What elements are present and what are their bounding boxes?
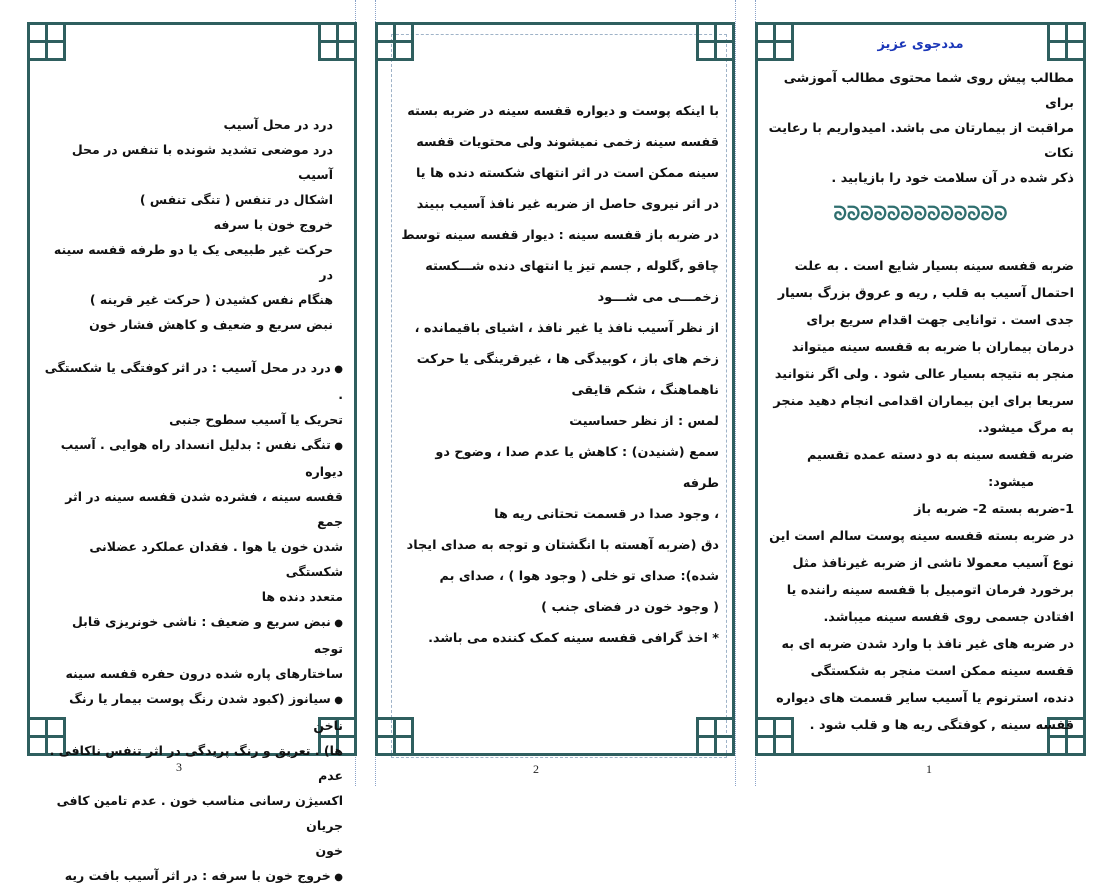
intro-line: مراقبت از بیمارتان می باشد. امیدواریم با رعایت نکات <box>768 121 1074 161</box>
list-item: ● خروج خون با سرفه : در اثر آسیب بافت ریه <box>41 863 343 890</box>
list-item: ● سیانوز (کبود شدن رنگ پوست بیمار یا رنگ ناخن <box>41 686 343 738</box>
paragraph-line: از نظر آسیب نافذ یا غیر نافذ ، اشیای باقیمانده ، <box>414 321 719 336</box>
page-3-content <box>41 112 343 890</box>
paragraph-line: سمع (شنیدن) : کاهش یا عدم صدا ، وضوح دو طرفه <box>435 445 719 491</box>
list-item: قفسه سینه ، فشرده شدن قفسه سینه در اثر جمع <box>65 489 343 529</box>
column-guide <box>735 0 736 786</box>
list-item: نبض سریع و ضعیف و کاهش فشار خون <box>89 317 333 332</box>
page-number: 1 <box>926 762 932 776</box>
paragraph-line: زخمـــی می شـــود <box>597 290 719 305</box>
list-item: خون <box>315 843 343 858</box>
paragraph-line: افتادن جسمی روی قفسه سینه میباشد. <box>823 610 1074 625</box>
list-item: ساختارهای پاره شده درون حفره قفسه سینه <box>65 666 343 681</box>
paragraph-line: در ضربه باز قفسه سینه : دیوار قفسه سینه توسط <box>401 228 719 243</box>
paragraph-line: ( وجود خون در فضای جنب ) <box>541 600 719 615</box>
paragraph-line: لمس : از نظر حساسیت <box>569 414 719 429</box>
paragraph-line: احتمال آسیب به قلب , ریه و عروق بزرگ بسیار <box>777 286 1074 301</box>
paragraph-line: * اخذ گرافی قفسه سینه کمک کننده می باشد. <box>428 631 719 646</box>
corner-ornament <box>375 700 431 756</box>
page-1 <box>755 22 1086 756</box>
page-2 <box>375 22 735 756</box>
list-item: ها) . تعریق و رنگ پریدگی در اثر تنفس ناکافی . عدم <box>49 743 343 783</box>
list-item: درد موضعی تشدید شونده با تنفس در محل آسیب <box>71 142 333 182</box>
paragraph-line: ناهماهنگ ، شکم قایقی <box>571 383 719 398</box>
paragraph-line: سینه ممکن است در اثر انتهای شکسته دنده ها یا <box>416 166 719 181</box>
paragraph-line: درمان بیماران با ضربه به قفسه سینه میتواند <box>791 340 1074 355</box>
list-item: ● درد در محل آسیب : در اثر کوفتگی یا شکستگی . <box>41 355 343 407</box>
corner-ornament <box>27 22 83 78</box>
paragraph-line: شده): صدای تو خلی ( وجود هوا ) ، صدای بم <box>439 569 719 584</box>
paragraph-line: برخورد فرمان اتومبیل با قفسه سینه راننده یا <box>786 583 1074 598</box>
paragraph-line: به مرگ میشود. <box>977 421 1074 436</box>
paragraph-line: ، وجود صدا در قسمت تحتانی ریه ها <box>494 507 719 522</box>
paragraph-line: میشود: <box>988 475 1034 490</box>
paragraph-line: زخم های باز ، کوبیدگی ها ، غیرقرینگی یا حرکت <box>416 352 719 367</box>
symptom-details <box>41 355 343 890</box>
paragraph-line: در ضربه های غیر نافذ با وارد شدن ضربه ای به <box>781 637 1074 652</box>
page-number: 3 <box>176 760 182 774</box>
paragraph-line: دق (ضربه آهسته با انگشتان و توجه به صدای ایجاد <box>406 538 719 553</box>
list-item: شدن خون یا هوا . فقدان عملکرد عضلانی شکستگی <box>89 539 343 579</box>
page-1-content <box>767 34 1074 739</box>
list-item: درد در محل آسیب <box>223 117 333 132</box>
list-item: اشکال در تنفس ( تنگی تنفس ) <box>139 192 333 207</box>
paragraph-line: قفسه سینه , کوفتگی ریه ها و قلب شود . <box>809 718 1074 733</box>
paragraph-line: نوع آسیب معمولا ناشی از ضربه غیرنافذ مثل <box>792 556 1074 571</box>
corner-ornament <box>679 700 735 756</box>
list-item: اکسیژن رسانی مناسب خون . عدم تامین کافی جریان <box>56 793 343 833</box>
paragraph-line: در ضربه بسته قفسه سینه پوست سالم است این <box>769 529 1074 544</box>
page-heading: مددجوی عزیز <box>877 37 964 52</box>
paragraph-line: منجر به نتیجه بسیار عالی شود . ولی اگر نتوانید <box>774 367 1074 382</box>
paragraph-line: 1-ضربه بسته 2- ضربه باز <box>914 502 1074 517</box>
paragraph-line: سریعا برای این بیماران اقدامی انجام دهید منجر <box>773 394 1074 409</box>
paragraph-line: قفسه سینه ممکن است منجر به شکستگی <box>810 664 1074 679</box>
paragraph-line: در اثر نیروی حاصل از ضربه غیر نافذ آسیب ببیند <box>416 197 719 212</box>
corner-ornament <box>301 22 357 78</box>
list-item: حرکت غیر طبیعی یک یا دو طرفه قفسه سینه در <box>53 242 333 282</box>
page-3 <box>27 22 357 883</box>
list-item: ● تنگی نفس : بدلیل انسداد راه هوایی . آسیب دیواره <box>41 432 343 484</box>
corner-ornament <box>679 22 735 78</box>
list-item: متعدد دنده ها <box>261 589 343 604</box>
list-item: هنگام نفس کشیدن ( حرکت غیر قرینه ) <box>89 292 333 307</box>
page-2-content <box>397 96 719 654</box>
paragraph-line: دنده، استرنوم یا آسیب سایر قسمت های دیواره <box>776 691 1074 706</box>
decorative-divider: ᘐᘐᘐᘐᘐᘐᘐᘐᘐᘐᘐᘐᘐ <box>833 203 1008 225</box>
paragraph-line: قفسه سینه زخمی نمیشوند ولی محتویات قفسه <box>416 135 719 150</box>
intro-line: مطالب پیش روی شما محتوی مطالب آموزشی برای <box>783 71 1074 111</box>
paragraph-line: ضربه قفسه سینه به دو دسته عمده تقسیم <box>806 448 1074 463</box>
list-item: خروج خون با سرفه <box>213 217 333 232</box>
paragraph-line: با اینکه پوست و دیواره قفسه سینه در ضربه بسته <box>407 104 719 119</box>
paragraph-line: جدی است . توانایی جهت اقدام سریع برای <box>806 313 1074 328</box>
list-item: تحریک یا آسیب سطوح جنبی <box>169 412 343 427</box>
paragraph-line: ضربه قفسه سینه بسیار شایع است . به علت <box>794 259 1074 274</box>
symptom-list <box>41 112 333 337</box>
corner-ornament <box>375 22 431 78</box>
page-number: 2 <box>533 762 539 776</box>
paragraph-line: چاقو ,گلوله , جسم تیز یا انتهای دنده شـــکسته <box>425 259 719 274</box>
intro-line: ذکر شده در آن سلامت خود را بازیابید . <box>831 171 1074 186</box>
list-item: ● نبض سریع و ضعیف : ناشی خونریزی قابل توجه <box>41 609 343 661</box>
